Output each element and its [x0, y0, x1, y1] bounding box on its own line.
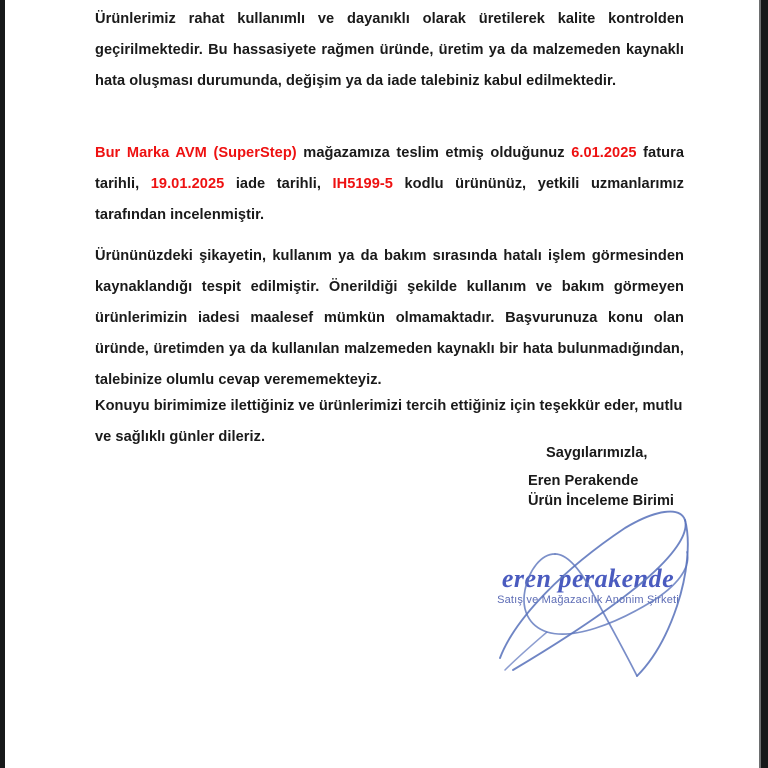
paragraph-inspection-result: Ürününüzdeki şikayetin, kullanım ya da bakım sırasında hatalı işlem görmesinden kaynaklandığı tespit edilmiştir. Önerildiği şekilde kullanım ve bakım görmeyen ürünlerimizin iadesi maalesef mümkün olmamaktadır. Başvurunuza konu olan üründe, üretimden ya da kullanılan malzemeden kaynaklı bir hata bulunmadığından, talebinize olumlu cevap verememekteyiz. [95, 248, 684, 388]
signature-regards: Saygılarımızla, [546, 445, 648, 461]
signature-department: Ürün İnceleme Birimi [528, 493, 674, 509]
invoice-date-highlight: 6.01.2025 [571, 145, 637, 161]
paragraph-product-details [95, 138, 684, 231]
p2-text-4: kodlu ürününüz, yetkili uzmanlarımız tarafından incelenmiştir. [95, 176, 685, 223]
p2-text-1: mağazamıza teslim etmiş olduğunuz [296, 145, 572, 161]
signature-block [528, 443, 728, 511]
product-code-highlight: IH5199-5 [332, 176, 393, 192]
stamp-company-subtitle: Satış ve Mağazacılık Anonim Şirketi [497, 594, 679, 606]
scan-edge-right [761, 0, 768, 768]
paragraph-quality-policy: Ürünlerimiz rahat kullanımlı ve dayanıklı olarak üretilerek kalite kontrolden geçirilmektedir. Bu hassasiyete rağmen üründe, üretim ya da malzemeden kaynaklı hata oluşması durumunda, değişim ya da iade talebiniz kabul edilmektedir. [95, 11, 684, 89]
p2-text-2: fatura tarihli, [95, 145, 684, 192]
company-stamp-area [455, 498, 715, 698]
p2-text-3: iade tarihli, [224, 176, 333, 192]
paragraph-closing-thanks: Konuyu birimimize ilettiğiniz ve ürünlerimizi tercih ettiğiniz için teşekkür eder, mutlu ve sağlıklı günler dileriz. [95, 398, 683, 445]
stamp-company-name: eren perakende [501, 564, 675, 593]
company-stamp-text [483, 566, 693, 606]
store-name-highlight: Bur Marka AVM (SuperStep) [95, 145, 297, 161]
signature-company-name: Eren Perakende [528, 473, 639, 489]
scan-edge-left [0, 0, 5, 768]
return-date-highlight: 19.01.2025 [150, 176, 225, 192]
